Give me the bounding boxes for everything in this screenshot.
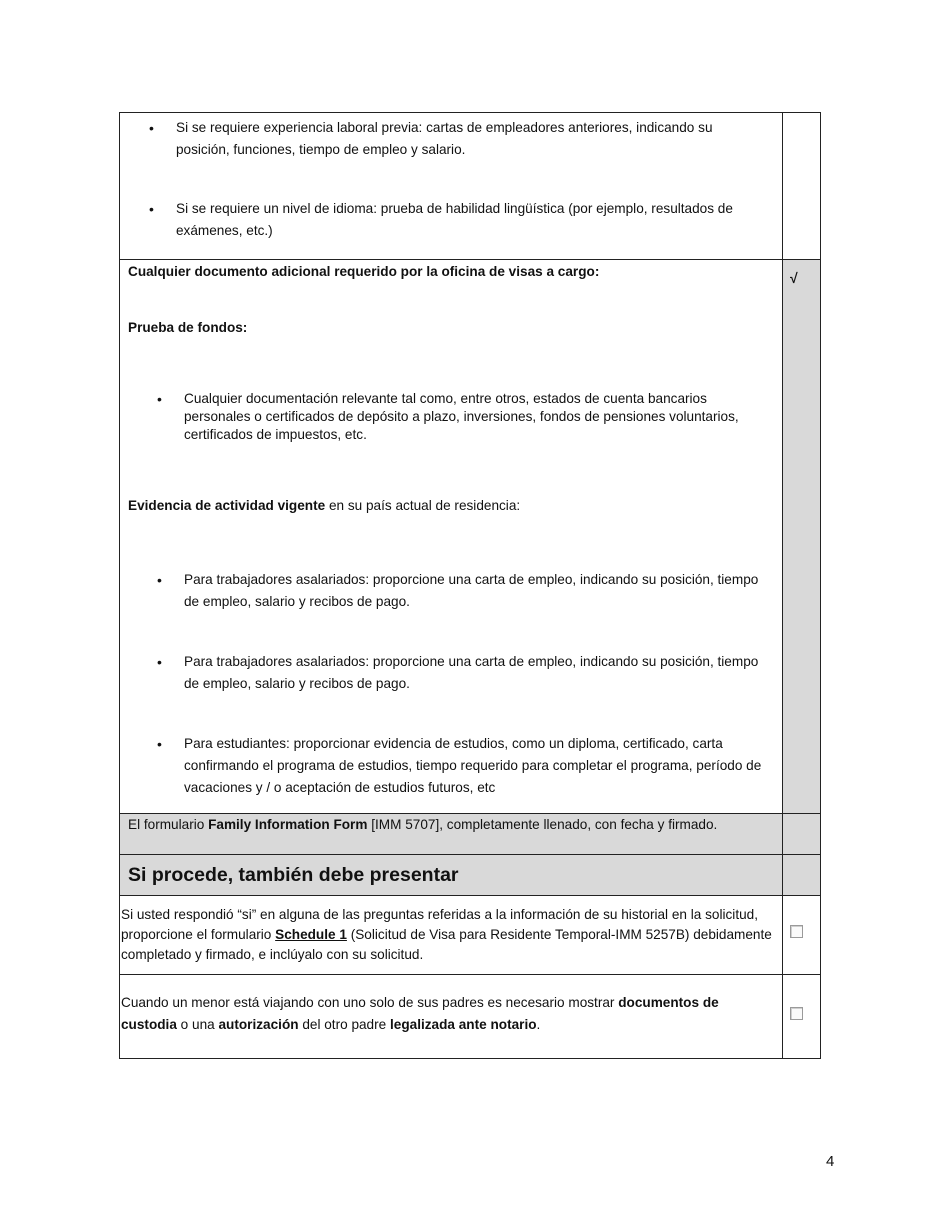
list-item: • Si se requiere experiencia laboral previa: cartas de empleadores anteriores, indicando su posición, funciones, tiempo de empleo y salario. — [176, 117, 762, 161]
section-heading: Si procede, también debe presentar — [128, 863, 459, 886]
table-row-custody-documents — [120, 975, 821, 1059]
row2-main-cell — [120, 260, 783, 814]
schedule-1-checkbox[interactable] — [790, 925, 803, 938]
row4-main-cell — [120, 855, 783, 896]
list-item: • Para trabajadores asalariados: proporcione una carta de empleo, indicando su posición, tiempo de empleo, salario y recibos de pago. — [184, 569, 762, 613]
funds-heading: Prueba de fondos: — [128, 320, 248, 335]
table-row-additional-documents — [120, 260, 821, 814]
table-row-experience-language — [120, 113, 821, 260]
row2-check-cell — [782, 260, 820, 814]
table-row-family-information-form — [120, 814, 821, 855]
row3-main-cell: El formulario Family Information Form [IMM 5707], completamente llenado, con fecha y firmado. — [120, 814, 783, 855]
row6-check-cell — [782, 975, 820, 1059]
schedule-1-link[interactable]: Schedule 1 — [275, 927, 347, 942]
check-mark: √ — [789, 270, 798, 286]
row3-check-cell — [782, 814, 820, 855]
row5-check-cell — [782, 896, 820, 975]
row5-main-cell: Si usted respondió “si” en alguna de las preguntas referidas a la información de su historial en la solicitud, proporcione el formulario Schedule 1 (Solicitud de Visa para Residente Temporal-IMM 5257B) debidamente completado y firmado, e inclúyalo con su solicitud. — [120, 896, 783, 975]
evidence-line: Evidencia de actividad vigente en su país actual de residencia: — [128, 498, 521, 513]
page-number: 4 — [826, 1153, 835, 1170]
table-row-schedule-1 — [120, 896, 821, 975]
row6-main-cell: Cuando un menor está viajando con uno solo de sus padres es necesario mostrar documentos de custodia o una autorización del otro padre legalizada ante notario. — [120, 975, 783, 1059]
list-item: • Para trabajadores asalariados: proporcione una carta de empleo, indicando su posición, tiempo de empleo, salario y recibos de pago. — [184, 651, 762, 695]
list-item: • Cualquier documentación relevante tal como, entre otros, estados de cuenta bancarios personales o certificados de depósito a plazo, inversiones, fondos de pensiones voluntarios, certificados de impuestos, etc. — [184, 390, 762, 444]
list-item: • Para estudiantes: proporcionar evidencia de estudios, como un diploma, certificado, carta confirmando el programa de estudios, tiempo requerido para completar el programa, período de vacaciones y / o aceptación de estudios futuros, etc — [184, 733, 762, 799]
list-item: • Si se requiere un nivel de idioma: prueba de habilidad lingüística (por ejemplo, resultados de exámenes, etc.) — [176, 198, 762, 242]
row4-check-cell — [782, 855, 820, 896]
row1-check-cell — [782, 113, 820, 260]
row1-main-cell — [120, 113, 783, 260]
custody-checkbox[interactable] — [790, 1007, 803, 1020]
table-row-section-heading — [120, 855, 821, 896]
requirements-table — [119, 112, 821, 1059]
additional-docs-heading: Cualquier documento adicional requerido por la oficina de visas a cargo: — [128, 264, 600, 279]
